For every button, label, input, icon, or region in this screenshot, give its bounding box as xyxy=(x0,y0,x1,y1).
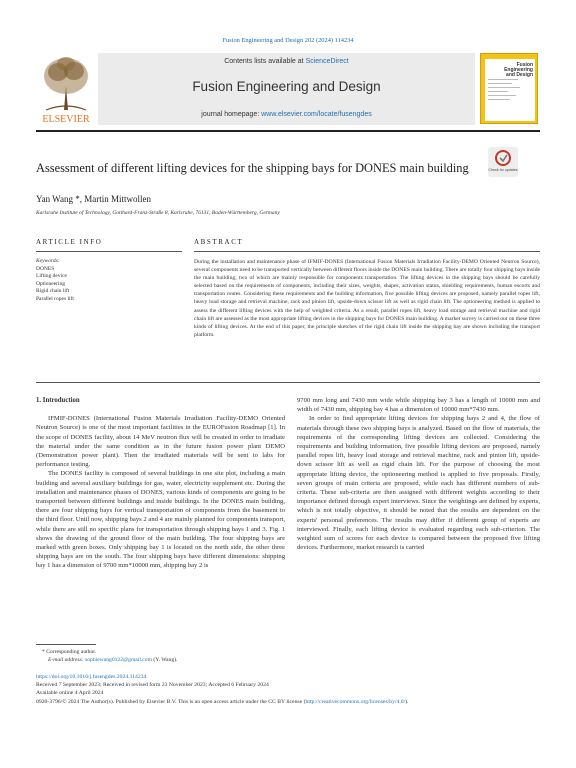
corresponding-label: Corresponding author. xyxy=(46,649,97,655)
doi-link[interactable]: https://doi.org/10.1016/j.fusengdes.2024.114234 xyxy=(36,674,147,680)
corresponding-author-note xyxy=(36,648,177,656)
email-link[interactable]: sophiewang0122@gmail.com xyxy=(85,657,152,664)
email-line xyxy=(48,656,177,664)
affiliation: Karlsruhe Institute of Technology, Gotthard-Franz-Straße 8, Karlsruhe, 76131, Baden-Württemberg, Germany xyxy=(36,210,280,216)
header-divider xyxy=(36,130,540,132)
email-suffix: (Y. Wang). xyxy=(153,657,178,664)
check-for-updates-icon xyxy=(488,147,518,177)
cover-text-line xyxy=(488,87,520,88)
cover-text-line xyxy=(488,91,508,92)
cover-text-line xyxy=(488,95,516,96)
cover-text-line xyxy=(488,99,510,100)
contents-prefix: Contents lists available at xyxy=(224,58,306,65)
keyword-item: Parallel ropes lift xyxy=(36,295,74,302)
keywords-block xyxy=(36,258,74,303)
check-for-updates-badge[interactable] xyxy=(488,147,518,177)
elsevier-logo[interactable] xyxy=(36,52,96,126)
left-column xyxy=(36,396,285,571)
body-paragraph: IFMIF-DONES (International Fusion Materials Irradiation Facility-DEMO Oriented Neutron Source) is one of the most important facilities in the EUROFusion Roadmap [1]. In the scope of DONES facility, about 14 MeV neutron flux will be created in order to irradiate the material under the same condition as in the future fusion power plant DEMO (Demonstration power plant). Then the irradiated materials will be sent to labs for performance testing. xyxy=(36,415,285,469)
footnote-rule xyxy=(36,644,96,645)
cover-title-line-2: and Design xyxy=(506,72,533,78)
publication-info xyxy=(36,673,546,706)
article-info-rule xyxy=(36,251,182,252)
journal-title[interactable]: Fusion Engineering and Design xyxy=(192,79,381,94)
license-link[interactable]: http://creativecommons.org/licenses/by/4.0/ xyxy=(305,698,406,705)
abstract-bottom-rule xyxy=(36,382,540,383)
abstract-rule xyxy=(194,251,540,252)
license-prefix: 0920-3796/© 2024 The Author(s). Published by Elsevier B.V. This is an open access article under the CC BY license ( xyxy=(36,698,306,705)
introduction-heading: 1. Introduction xyxy=(36,397,80,404)
body-paragraph: The DONES facility is composed of several buildings in one site plot, including a main building and several auxiliary buildings for gas, water, electricity supplement etc. During the installation and maintenance phases of DONES, various kinds of components are going to be transported between different buildings and inside buildings. In the DONES main building, there are four shipping bays for vertical transportation of components from the basement to the third floor. Until now, shipping bays 2 and 4 are mainly planned for components transport, while there are still no specific plans for transportation through shipping bays 1 and 3. Fig. 1 shows the drawing of the ground floor of the main building. The four shipping bays are marked with green boxes. Only shipping bay 1 is located on the north side, the other three shipping bays are on the south. The four shipping bays have different dimensions: shipping bay 1 has a dimension of 9700 mm*10000 mm, shipping bay 2 is xyxy=(36,470,285,570)
keyword-item: Lifting device xyxy=(36,273,68,279)
homepage-link[interactable]: www.elsevier.com/locate/fusengdes xyxy=(261,111,372,118)
journal-reference[interactable]: Fusion Engineering and Design 202 (2024) 114234 xyxy=(222,37,354,44)
article-info-heading: ARTICLE INFO xyxy=(36,238,103,246)
check-for-updates-label: Check for updates xyxy=(488,168,518,172)
contents-line xyxy=(98,58,475,65)
license-suffix: ). xyxy=(405,698,409,705)
cover-title xyxy=(489,63,533,78)
license-line xyxy=(36,698,546,706)
journal-cover-thumbnail[interactable] xyxy=(480,53,538,124)
email-label: E-mail address: xyxy=(48,657,84,664)
cover-text-line xyxy=(488,83,512,84)
cover-text-line xyxy=(488,79,518,80)
author-list[interactable]: Yan Wang *, Martin Mittwollen xyxy=(36,194,151,204)
body-paragraph: In order to find appropriate lifting devices for shipping bays 2 and 4, the flow of materials through these two shipping bays is analyzed. Based on the flow of materials, the requirements of the corresponding lifting devices are collected. Considering the requirements and building information, five possible lifting devices are proposed, namely parallel ropes lift, heavy load storage and retrieval machine, rack and pinion lift, upside-down scissor lift as well as rigid chain lift. For the purpose of choosing the most appropriate lifting device, the optioneering method is applied to five proposals. Firstly, seven groups of main criteria are proposed, while each has different numbers of sub-criteria. These sub-criteria are then assigned with different weights according to their importance defined through expert interviews. Since the weightings are defined by experts, which is not totally objective, it should be noted that the results are dependent on the experts' personal preferences. The results may differ if different group of experts are interviewed. Finally, each lifting device is evaluated regarding each sub-criterion. The weighted sum of scores for each device is compared between the proposed five lifting devices. Furthermore, market research is carried xyxy=(297,415,540,552)
journal-homepage-line xyxy=(98,111,475,118)
keyword-item: DONES xyxy=(36,265,55,272)
footnote xyxy=(36,648,177,664)
right-column xyxy=(297,396,540,552)
footnote-star: * xyxy=(42,649,45,655)
keywords-label: Keywords: xyxy=(36,258,60,264)
available-online: Available online 4 April 2024 xyxy=(36,690,104,697)
sciencedirect-link[interactable]: ScienceDirect xyxy=(305,58,349,65)
keyword-item: Optioneering xyxy=(36,280,66,287)
abstract-heading: ABSTRACT xyxy=(194,238,244,246)
abstract-text: During the installation and maintenance phase of IFMIF-DONES (International Fusion Materials Irradiation Facility-DEMO Oriented Neutron Source), several components need to be transported vertically between different floors inside the DONES main building. There are totally four shipping bays inside the main building, two of which are mainly responsible for components transportation. The lifting devices in the shipping bays should be carefully selected based on the requirements of components, including their sizes, weights, shapes, activation status, shielding requirements, human escorts and transportation routes. Considering these requirements and the building information, five possible lifting devices are proposed, namely parallel ropes lift, heavy load storage and retrieval machine, rack and pinion lift, upside-down scissor lift as well as rigid chain lift. The optioneering method is applied to assess the different lifting devices with the help of weighted criteria. As a result, parallel ropes lift, heavy load storage and retrieval machine and rigid chain lift are assessed as the most appropriate lifting devices in the shipping bays for DONES main building. A market survey is carried out on these three kinds of lifting devices. At the end of this paper, the principle sketches of the rigid chain lift inside the shipping bay are shown including the transport platform. xyxy=(194,259,540,338)
keyword-item: Rigid chain lift xyxy=(36,288,70,294)
article-title: Assessment of different lifting devices for the shipping bays for DONES main building xyxy=(36,161,469,175)
elsevier-tree-icon xyxy=(36,52,96,126)
received-dates: Received 7 September 2023; Received in revised form 23 November 2023; Accepted 6 February 2024 xyxy=(36,682,269,689)
body-paragraph: 9700 mm long and 7430 mm wide while shipping bay 3 has a length of 10000 mm and width of 7430 mm, shipping bay 4 has a dimension of 10000 mm*7430 mm. xyxy=(297,397,540,414)
homepage-prefix: journal homepage: xyxy=(201,111,262,118)
elsevier-wordmark: ELSEVIER xyxy=(42,114,90,125)
cover-title-line-1: Fusion Engineering xyxy=(504,62,533,73)
cover-page xyxy=(485,59,535,121)
